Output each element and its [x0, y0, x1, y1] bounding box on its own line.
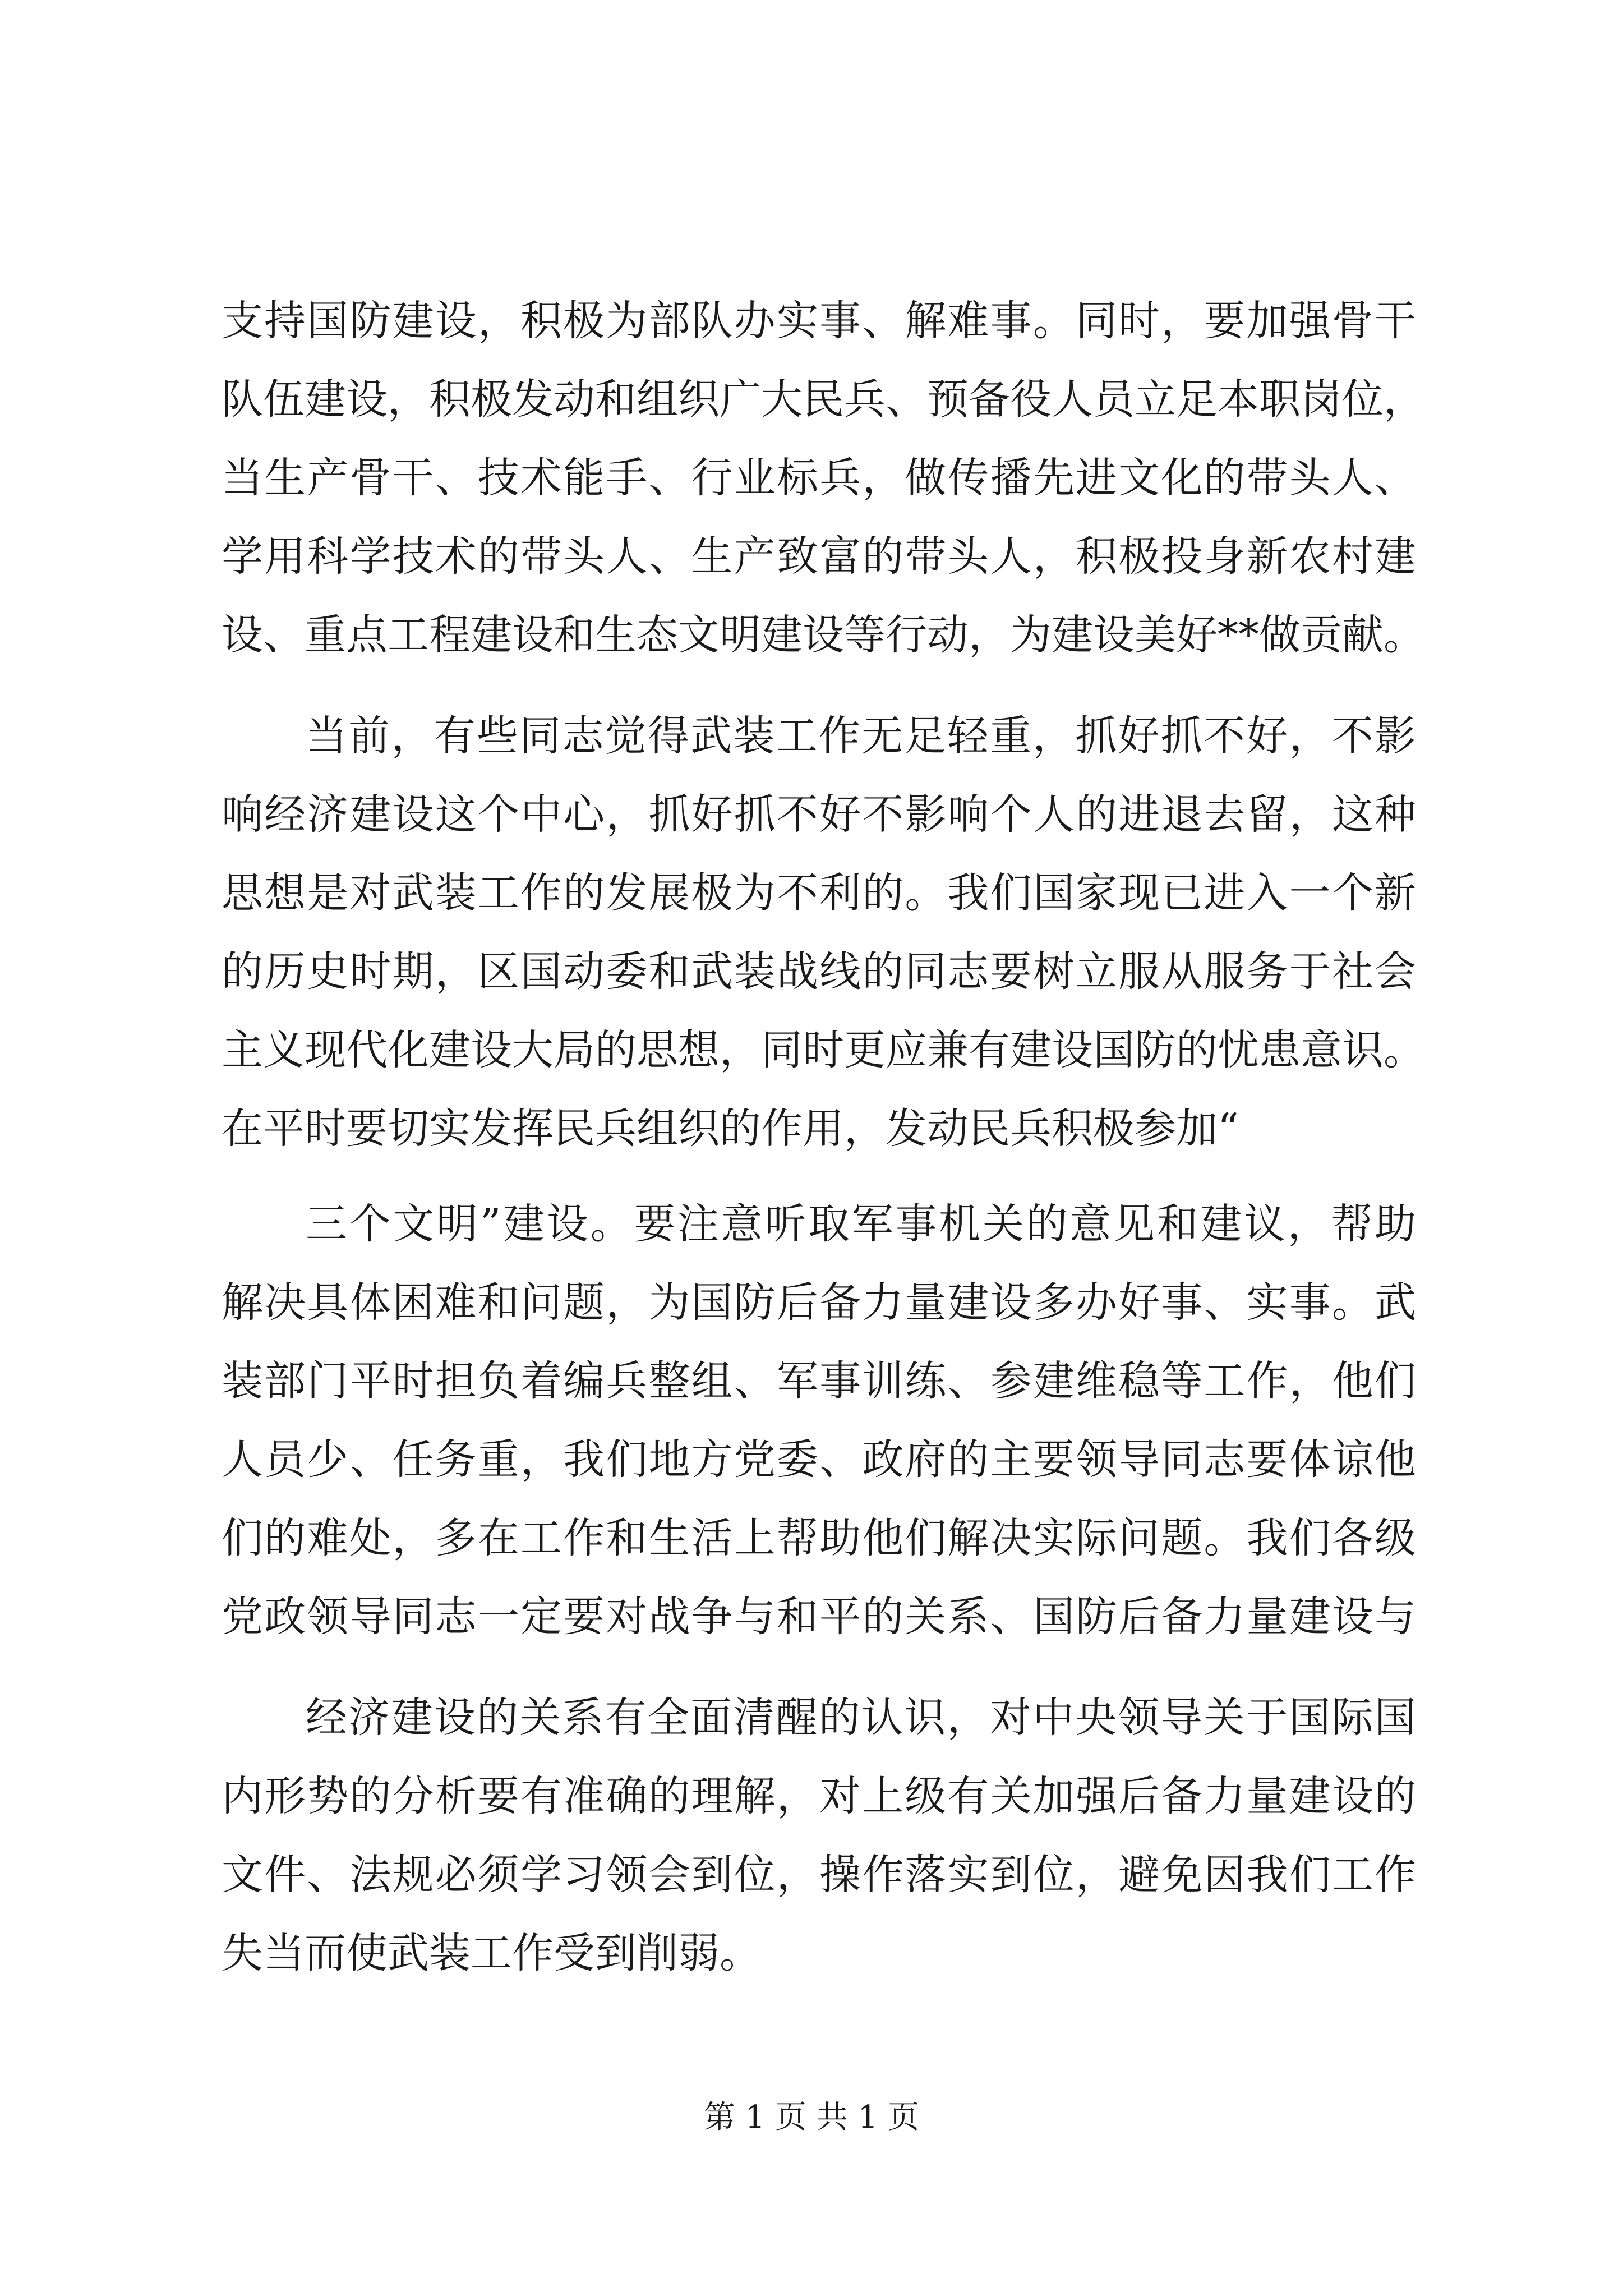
body-text-line: 当前，有些同志觉得武装工作无足轻重，抓好抓不好，不影: [306, 712, 1416, 760]
body-text-line: 队伍建设，积极发动和组织广大民兵、预备役人员立足本职岗位，: [222, 375, 1425, 424]
body-text-line: 学用科学技术的带头人、生产致富的带头人，积极投身新农村建: [222, 532, 1416, 581]
body-text-line: 经济建设的关系有全面清醒的认识，对中央领导关于国际国: [306, 1694, 1416, 1742]
body-text-line: 装部门平时担负着编兵整组、军事训练、参建维稳等工作，他们: [222, 1357, 1416, 1405]
body-text-line: 支持国防建设，积极为部队办实事、解难事。同时，要加强骨干: [222, 297, 1416, 345]
body-text-line: 响经济建设这个中心，抓好抓不好不影响个人的进退去留，这种: [222, 790, 1416, 839]
body-text-line: 们的难处，多在工作和生活上帮助他们解决实际问题。我们各级: [222, 1514, 1416, 1562]
body-text-line: 设、重点工程建设和生态文明建设等行动，为建设美好**做贡献。: [222, 611, 1425, 659]
page-number-footer: 第 1 页 共 1 页: [703, 2099, 920, 2136]
body-text-line: 内形势的分析要有准确的理解，对上级有关加强后备力量建设的: [222, 1772, 1416, 1820]
body-text-line: 文件、法规必须学习领会到位，操作落实到位，避免因我们工作: [222, 1851, 1416, 1899]
body-text-line: 解决具体困难和问题，为国防后备力量建设多办好事、实事。武: [222, 1278, 1416, 1327]
body-text-line: 思想是对武装工作的发展极为不利的。我们国家现已进入一个新: [222, 869, 1416, 917]
body-text-line: 人员少、任务重，我们地方党委、政府的主要领导同志要体谅他: [222, 1435, 1416, 1484]
body-text-line: 的历史时期，区国动委和武装战线的同志要树立服从服务于社会: [222, 947, 1416, 996]
body-text-line: 当生产骨干、技术能手、行业标兵，做传播先进文化的带头人、: [222, 454, 1416, 502]
body-text-line: 失当而使武装工作受到削弱。: [222, 1929, 761, 1977]
body-text-line: 党政领导同志一定要对战争与和平的关系、国防后备力量建设与: [222, 1593, 1416, 1641]
body-text-line: 在平时要切实发挥民兵组织的作用，发动民兵积极参加“: [222, 1105, 1239, 1153]
body-text-line: 主义现代化建设大局的思想，同时更应兼有建设国防的忧患意识。: [222, 1026, 1425, 1074]
body-text-line: 三个文明”建设。要注意听取军事机关的意见和建议，帮助: [306, 1200, 1416, 1248]
